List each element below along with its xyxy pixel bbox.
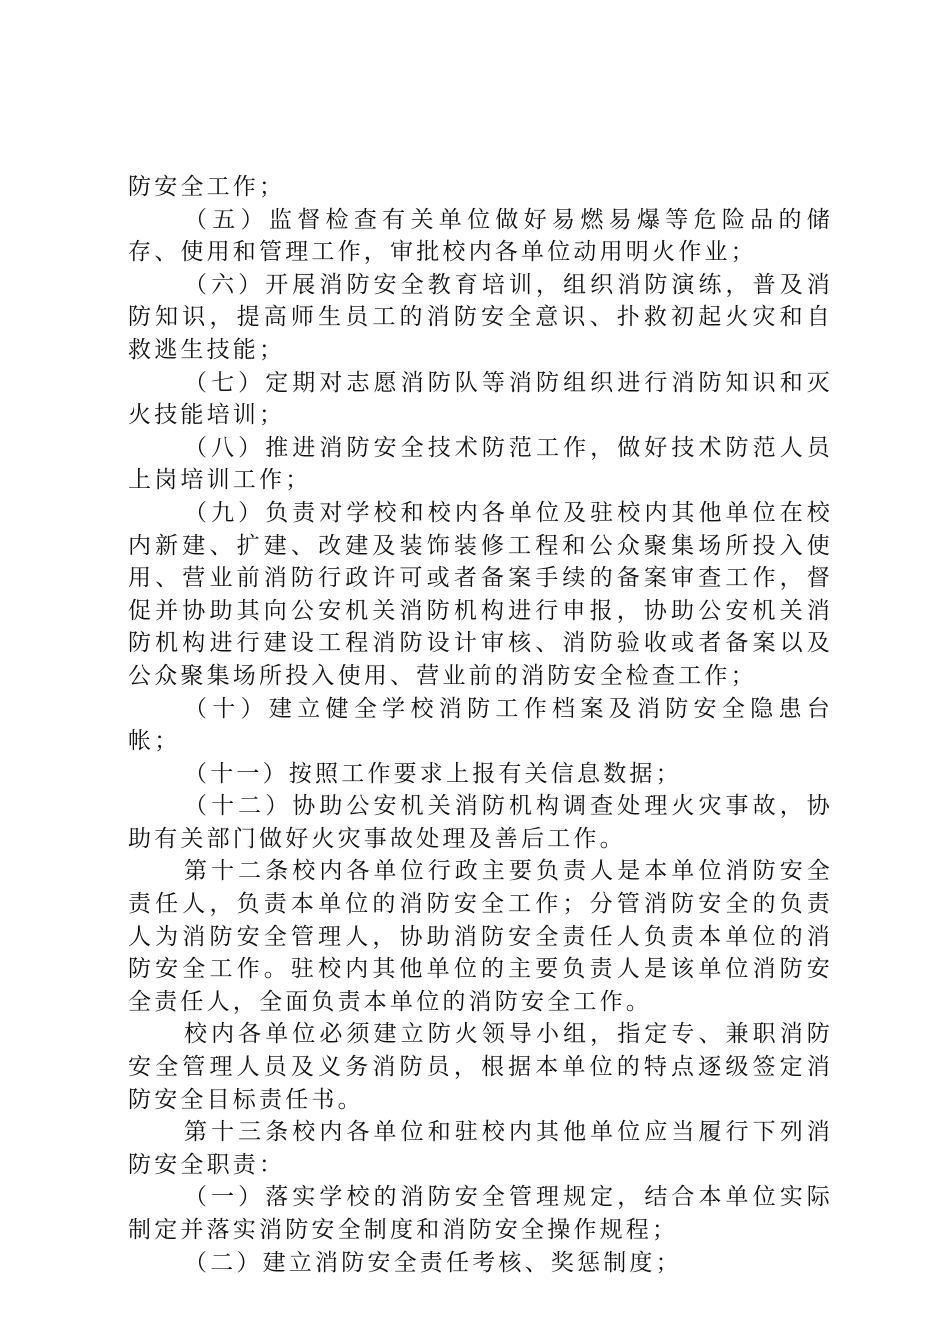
paragraph-article-12-cont: 校内各单位必须建立防火领导小组，指定专、兼职消防安全管理人员及义务消防员，根据本单位的特点逐级签定消防安全目标责任书。	[128, 1021, 833, 1113]
paragraph-item-11: （十一）按照工作要求上报有关信息数据；	[184, 760, 682, 787]
paragraph-item-6: （六）开展消防安全教育培训，组织消防演练，普及消防知识，提高师生员工的消防安全意识、扑救初起火灾和自救逃生技能；	[128, 271, 833, 363]
paragraph-item-8: （八）推进消防安全技术防范工作，做好技术防范人员上岗培训工作；	[128, 434, 833, 494]
paragraph-item-5: （五）监督检查有关单位做好易燃易爆等危险品的储存、使用和管理工作，审批校内各单位动用明火作业；	[128, 206, 833, 266]
paragraph-article-12: 第十二条校内各单位行政主要负责人是本单位消防安全责任人，负责本单位的消防安全工作；分管消防安全的负责人为消防安全管理人，协助消防安全责任人负责本单位的消防安全工作。驻校内其他单位的主要负责人是该单位消防安全责任人，全面负责本单位的消防安全工作。	[128, 858, 833, 1015]
paragraph-item-10: （十）建立健全学校消防工作档案及消防安全隐患台帐；	[128, 695, 833, 755]
document-body	[128, 171, 833, 1279]
paragraph-duty-1: （一）落实学校的消防安全管理规定，结合本单位实际制定并落实消防安全制度和消防安全操作规程；	[128, 1184, 833, 1243]
paragraph-item-12: （十二）协助公安机关消防机构调查处理火灾事故，协助有关部门做好火灾事故处理及善后工作。	[128, 793, 833, 852]
paragraph-duty-2: （二）建立消防安全责任考核、奖惩制度；	[184, 1249, 682, 1276]
paragraph-item-7: （七）定期对志愿消防队等消防组织进行消防知识和灭火技能培训；	[128, 369, 833, 429]
paragraph-item-9: （九）负责对学校和校内各单位及驻校内其他单位在校内新建、扩建、改建及装饰装修工程和公众聚集场所投入使用、营业前消防行政许可或者备案手续的备案审查工作，督促并协助其向公安机关消防机构进行申报，协助公安机关消防机构进行建设工程消防设计审核、消防验收或者备案以及公众聚集场所投入使用、营业前的消防安全检查工作；	[128, 499, 833, 689]
paragraph-article-13: 第十三条校内各单位和驻校内其他单位应当履行下列消防安全职责：	[128, 1119, 833, 1178]
paragraph-continuation: 防安全工作；	[128, 174, 286, 200]
